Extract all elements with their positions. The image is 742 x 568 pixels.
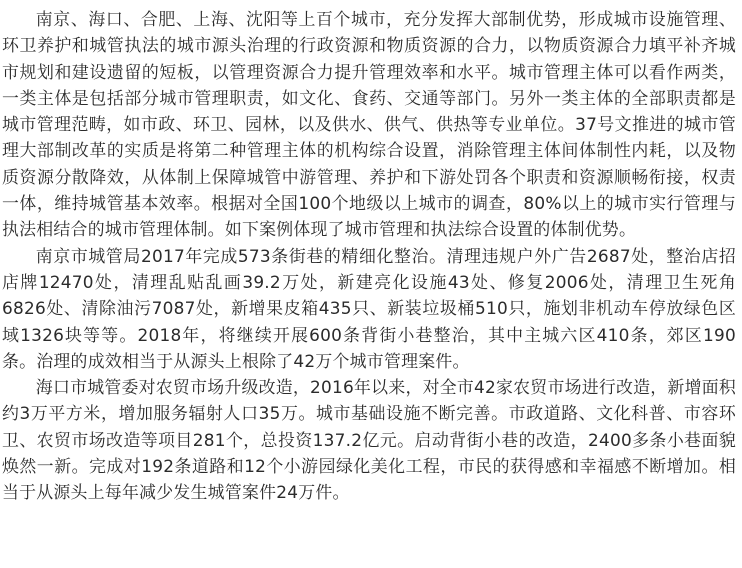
- paragraph-nanjing-case: 南京市城管局2017年完成573条街巷的精细化整治。清理违规户外广告2687处，整治店招店牌12470处，清理乱贴乱画39.2万处，新建亮化设施43处、修复2006处，清理卫生死角6826处、清除油污7087处，新增果皮箱435只、新装垃圾桶510只，施划非机动车停放绿色区域1326块等等。2018年，将继续开展600条背街小巷整治，其中主城六区410条，郊区190条。治理的成效相当于从源头上根除了42万个城市管理案件。: [2, 245, 736, 371]
- paragraph-haikou-case: 海口市城管委对农贸市场升级改造，2016年以来，对全市42家农贸市场进行改造，新增面积约3万平方米，增加服务辐射人口35万。城市基础设施不断完善。市政道路、文化科普、市容环卫、农贸市场改造等项目281个，总投资137.2亿元。启动背街小巷的改造，2400多条小巷面貌焕然一新。完成对192条道路和12个小游园绿化美化工程，市民的获得感和幸福感不断增加。相当于从源头上每年减少发生城管案件24万件。: [2, 377, 736, 503]
- paragraph-overview: 南京、海口、合肥、上海、沈阳等上百个城市，充分发挥大部制优势，形成城市设施管理、环卫养护和城管执法的城市源头治理的行政资源和物质资源的合力，以物质资源合力填平补齐城市规划和建设遗留的短板，以管理资源合力提升管理效率和水平。城市管理主体可以看作两类，一类主体是包括部分城市管理职责，如文化、食药、交通等部门。另外一类主体的全部职责都是城市管理范畴，如市政、环卫、园林，以及供水、供气、供热等专业单位。37号文推进的城市管理大部制改革的实质是将第二种管理主体的机构综合设置，消除管理主体间体制性内耗，以及物质资源分散降效，从体制上保障城管中游管理、养护和下游处罚各个职责和资源顺畅衔接，权责一体，维持城管基本效率。根据对全国100个地级以上城市的调查，80%以上的城市实行管理与执法相结合的城市管理体制。如下案例体现了城市管理和执法综合设置的体制优势。: [2, 9, 736, 240]
